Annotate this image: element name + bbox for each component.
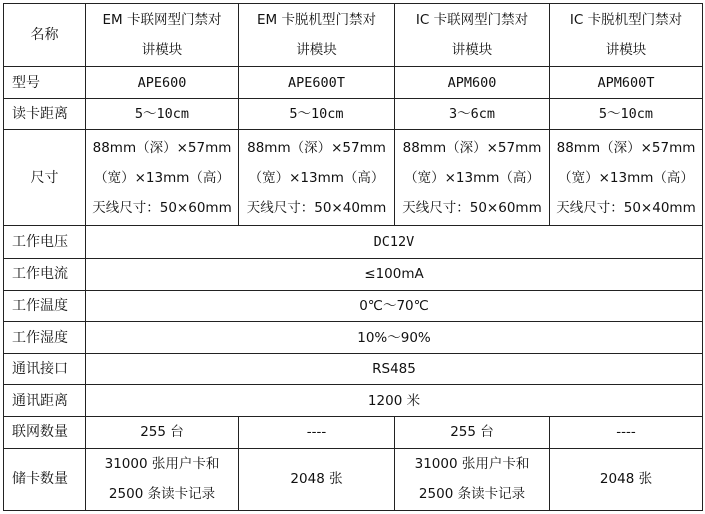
model-value: APM600T [550,67,703,99]
header-product-line2: 讲模块 [451,42,493,59]
read-distance-value: 5～10cm [550,98,703,130]
model-value: APM600 [395,67,550,99]
header-product-line1: IC 卡联网型门禁对 [415,12,529,29]
temperature-value: 0℃～70℃ [86,290,703,322]
size-line1: 88mm（深）×57mm [402,139,542,156]
storage-line1: 2048 张 [290,471,343,488]
comm-distance-value: 1200 米 [86,385,703,417]
read-distance-value: 5～10cm [239,98,395,130]
size-value-cell [239,130,395,226]
comm-distance-label: 通讯距离 [4,385,86,417]
storage-line1: 2048 张 [599,471,653,488]
size-line2: （宽）×13mm（高） [558,169,694,186]
header-product-cell [395,4,550,67]
storage-label: 储卡数量 [4,448,86,510]
header-product-line2: 讲模块 [141,42,183,59]
current-row [4,258,703,290]
humidity-value: 10%～90% [86,322,703,354]
storage-value-cell [395,448,550,510]
size-line2: （宽）×13mm（高） [94,169,230,186]
storage-line1: 31000 张用户卡和 [104,456,220,473]
size-line2: （宽）×13mm（高） [248,169,385,186]
spec-table [3,3,703,511]
network-count-value: 255 台 [86,417,239,449]
interface-row [4,353,703,385]
size-line3: 天线尺寸：50×40mm [556,199,696,216]
size-line3: 天线尺寸：50×40mm [246,199,387,216]
model-label: 型号 [4,67,86,99]
size-line1: 88mm（深）×57mm [247,139,386,156]
read-distance-value: 5～10cm [86,98,239,130]
model-value: APE600T [239,67,395,99]
header-product-cell [550,4,703,67]
size-value-cell [550,130,703,226]
size-line3: 天线尺寸：50×60mm [92,199,232,216]
size-line1: 88mm（深）×57mm [556,139,696,156]
size-label: 尺寸 [4,130,86,226]
size-line1: 88mm（深）×57mm [92,139,232,156]
network-count-row [4,417,703,449]
humidity-label: 工作湿度 [4,322,86,354]
header-product-line1: IC 卡脱机型门禁对 [569,12,683,29]
storage-line1: 31000 张用户卡和 [414,456,530,473]
read-distance-row [4,98,703,130]
temperature-label: 工作温度 [4,290,86,322]
humidity-row [4,322,703,354]
storage-value-cell [239,448,395,510]
storage-line2: 2500 条读卡记录 [418,486,526,503]
read-distance-label: 读卡距离 [4,98,86,130]
header-product-cell [86,4,239,67]
voltage-row [4,226,703,259]
comm-distance-row [4,385,703,417]
network-count-label: 联网数量 [4,417,86,449]
size-row [4,130,703,226]
storage-line2: 2500 条读卡记录 [108,486,216,503]
size-line2: （宽）×13mm（高） [404,169,540,186]
network-count-value: 255 台 [395,417,550,449]
voltage-label: 工作电压 [4,226,86,259]
storage-row [4,448,703,510]
size-line3: 天线尺寸：50×60mm [402,199,542,216]
header-label: 名称 [4,4,86,67]
network-count-value: ---- [239,417,395,449]
model-value: APE600 [86,67,239,99]
current-value: ≤100mA [86,258,703,290]
interface-value: RS485 [86,353,703,385]
current-label: 工作电流 [4,258,86,290]
size-value-cell [86,130,239,226]
network-count-value: ---- [550,417,703,449]
header-product-line2: 讲模块 [605,42,647,59]
read-distance-value: 3～6cm [395,98,550,130]
voltage-value: DC12V [86,226,703,259]
header-row [4,4,703,67]
model-row [4,67,703,99]
header-product-line1: EM 卡联网型门禁对 [102,12,222,29]
temperature-row [4,290,703,322]
storage-value-cell [550,448,703,510]
storage-value-cell [86,448,239,510]
interface-label: 通讯接口 [4,353,86,385]
header-product-line1: EM 卡脱机型门禁对 [257,12,376,29]
header-product-line2: 讲模块 [296,42,337,59]
size-value-cell [395,130,550,226]
header-product-cell [239,4,395,67]
